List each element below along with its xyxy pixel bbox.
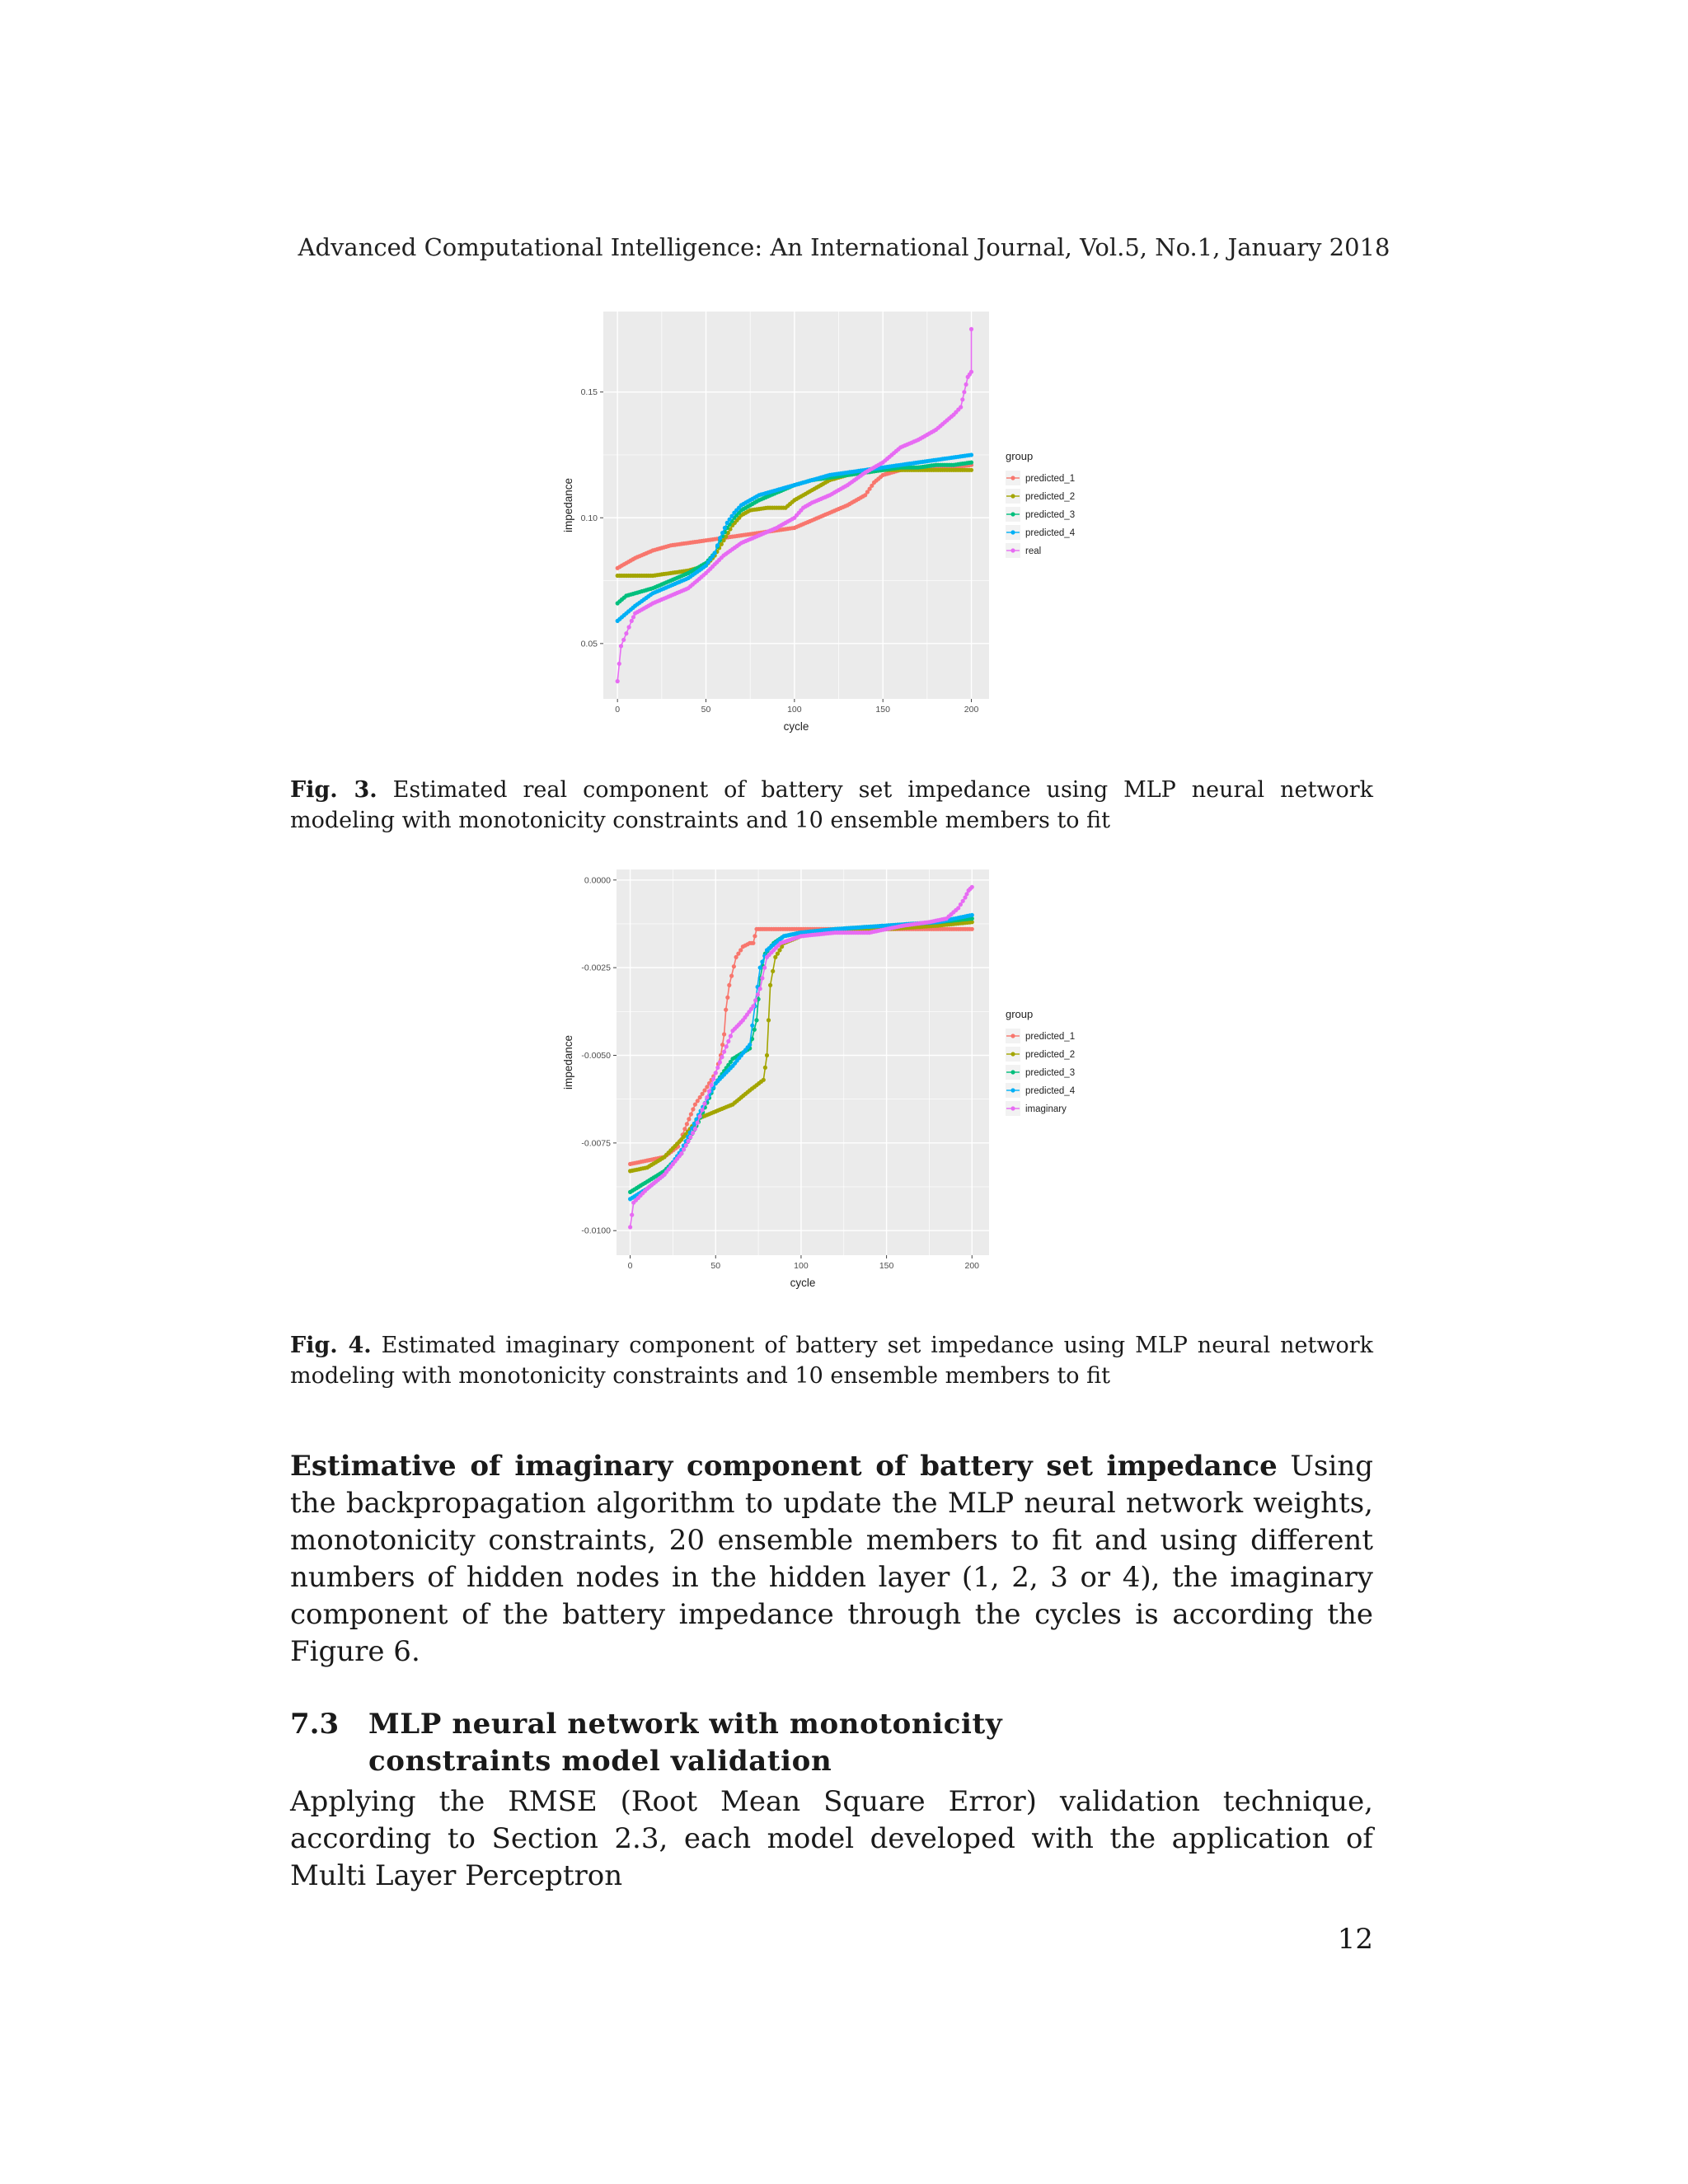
legend-key-point [1010,494,1015,498]
y-tick-label: -0.0075 [581,1138,611,1149]
y-axis-ticks [581,875,617,1235]
data-point [722,1050,726,1054]
data-point [964,382,968,387]
data-point [691,1131,695,1135]
legend-key-point [1010,548,1015,552]
legend-label: imaginary [1025,1104,1067,1114]
data-point [729,1034,733,1038]
data-point [627,625,631,629]
legend-key-point [1010,1070,1015,1074]
legend-label: predicted_3 [1025,1068,1076,1078]
x-tick-label: 100 [787,705,802,715]
data-point [679,1151,683,1155]
data-point [710,1083,714,1087]
legend-label: predicted_1 [1025,474,1076,484]
data-point [702,1102,706,1106]
page-number: 12 [1337,1923,1373,1956]
legend-label: predicted_4 [1025,528,1076,538]
legend-item-predicted_1 [1006,471,1075,485]
legend-key-point [1010,1033,1015,1038]
data-point [748,1043,752,1047]
legend [1006,1008,1076,1116]
y-tick-label: 0.0000 [584,875,611,886]
y-tick-label: 0.15 [580,387,598,398]
legend-item-predicted_4 [1006,1083,1076,1098]
data-point [630,619,634,623]
data-point [762,1078,766,1082]
data-point [969,452,973,457]
legend-item-predicted_3 [1006,1065,1075,1080]
data-point [720,1055,724,1059]
data-point [715,543,720,547]
data-point [718,536,722,540]
legend-key-point [1010,530,1015,534]
legend-key-point [1010,476,1015,480]
x-tick-label: 0 [615,705,621,715]
data-point [751,941,755,945]
data-point [726,1039,730,1043]
data-point [969,468,973,472]
data-point [693,1103,697,1107]
section-title: MLP neural network with monotonicity constraints model validation [368,1708,1003,1778]
data-point [682,1147,686,1151]
data-point [756,992,760,996]
x-tick-label: 150 [875,705,890,715]
data-point [715,1066,720,1070]
figure-4 [560,869,1121,1298]
legend-label: predicted_3 [1025,510,1076,520]
paragraph-validation [290,1783,1373,1895]
legend-key-point [1010,1106,1015,1110]
figure-4-caption-text: Estimated imaginary component of battery set impedance using MLP neural network modeling with monotonicity constraints and 10 ensemble members to fit [290,1333,1373,1389]
legend-label: predicted_1 [1025,1032,1076,1042]
legend-title: group [1006,1008,1034,1020]
data-point [969,370,973,374]
legend-key-point [1010,1052,1015,1056]
y-tick-label: -0.0100 [581,1226,611,1236]
data-point [959,405,963,409]
x-axis-ticks [628,1255,980,1271]
x-tick-label: 200 [964,705,979,715]
data-point [970,885,974,889]
data-point [631,615,635,619]
legend-item-predicted_2 [1006,1047,1075,1062]
figure-3-caption-text: Estimated real component of battery set impedance using MLP neural network modeling with monotonicity constraints and 10 ensemble members to fit [290,777,1373,833]
data-point [970,913,974,917]
data-point [969,327,973,331]
x-tick-label: 150 [879,1261,894,1271]
running-header: Advanced Computational Intelligence: An International Journal, Vol.5, No.1, January 2018 [298,233,1390,261]
figure-3-caption [290,775,1373,836]
data-point [762,966,767,970]
y-tick-label: -0.0050 [581,1050,611,1061]
data-point [688,1135,692,1139]
paragraph-text: Using the backpropagation algorithm to update the MLP neural network weights, monotonicity constraints, 20 ensemble members to fit and using different numbers of hidden nodes in the hidden layer (1, 2, 3 or 4), the imaginary component of the battery impedance through the cycles is according the Figure 6. [290,1450,1373,1668]
data-point [734,955,738,959]
data-point [724,1044,729,1048]
data-point [630,1213,634,1217]
legend-label: real [1025,546,1042,556]
legend-label: predicted_4 [1025,1086,1076,1096]
data-point [701,1092,705,1096]
x-axis-ticks [615,699,978,715]
figure-4-label: Fig. 4. [290,1333,372,1358]
legend-label: predicted_2 [1025,492,1076,502]
data-point [687,1139,691,1143]
data-point [727,983,731,987]
legend-item-predicted_2 [1006,489,1075,504]
legend [1006,450,1076,558]
data-point [684,1143,688,1147]
data-point [969,461,973,465]
legend-key-point [1010,512,1015,516]
x-axis-title: cycle [783,720,809,733]
data-point [758,987,762,991]
data-point [722,1032,726,1036]
data-point [768,983,772,987]
data-point [956,906,960,910]
data-point [616,679,620,683]
data-point [960,397,964,401]
legend-item-predicted_3 [1006,507,1075,522]
section-number: 7.3 [290,1708,340,1741]
data-point [685,1122,689,1126]
figure-3-plot [560,312,1121,740]
data-point [753,934,757,938]
x-tick-label: 50 [701,705,711,715]
legend-item-predicted_1 [1006,1029,1075,1043]
data-point [760,976,764,980]
data-point [687,1117,691,1121]
paragraph-text: Applying the RMSE (Root Mean Square Error) validation technique, according to Section 2.3, each model developed with the application of Multi Layer Perceptron [290,1785,1373,1892]
data-point [617,662,621,666]
data-point [720,1043,724,1047]
x-tick-label: 100 [794,1261,809,1271]
data-point [720,531,724,535]
data-point [624,631,628,635]
figure-4-caption [290,1330,1373,1391]
data-point [718,1060,722,1064]
data-point [628,1225,632,1229]
x-tick-label: 50 [710,1261,721,1271]
data-point [714,1071,718,1075]
data-point [738,948,743,952]
y-axis-title: impedance [562,1034,574,1090]
data-point [767,1018,771,1022]
y-axis-ticks [581,387,603,649]
data-point [713,551,717,555]
data-point [732,964,736,968]
legend-key-point [1010,1088,1015,1092]
data-point [970,927,974,931]
data-point [711,1077,715,1081]
data-point [753,1028,757,1032]
data-point [962,390,966,394]
legend-label: predicted_2 [1025,1050,1076,1060]
data-point [707,1090,711,1094]
data-point [729,974,734,978]
data-point [961,899,965,903]
data-point [698,1114,702,1118]
data-point [619,644,623,648]
data-point [763,1066,767,1070]
data-point [702,1088,706,1092]
y-tick-label: -0.0025 [581,963,611,973]
paragraph-imaginary-estimative [290,1448,1373,1671]
y-tick-label: 0.10 [580,513,598,523]
figure-4-plot [560,869,1121,1298]
y-tick-label: 0.05 [580,639,598,649]
data-point [750,1024,754,1028]
x-tick-label: 0 [627,1261,633,1271]
data-point [724,1008,728,1012]
data-point [765,1053,769,1057]
data-point [701,1108,705,1112]
legend-title: group [1006,450,1034,462]
data-point [691,1107,695,1111]
legend-item-real [1006,543,1041,558]
plot-panel [603,312,989,699]
data-point [751,1004,755,1008]
x-tick-label: 200 [964,1261,980,1271]
data-point [689,1112,693,1116]
data-point [621,638,626,642]
data-point [771,969,775,973]
x-axis-title: cycle [790,1277,816,1289]
figure-3-label: Fig. 3. [290,777,377,803]
figure-3 [560,312,1121,740]
data-point [696,1121,700,1125]
data-point [705,1095,709,1099]
data-point [753,998,757,1002]
paragraph-run-in-heading: Estimative of imaginary component of battery set impedance [290,1450,1278,1483]
data-point [696,1099,700,1103]
data-point [760,959,764,963]
data-point [698,1095,702,1099]
data-point [754,1018,758,1022]
legend-item-imaginary [1006,1101,1067,1116]
data-point [725,996,729,1000]
data-point [693,1127,697,1131]
data-point [723,526,727,530]
y-axis-title: impedance [562,477,574,533]
legend-item-predicted_4 [1006,525,1076,540]
data-point [758,966,762,970]
data-point [720,542,724,546]
